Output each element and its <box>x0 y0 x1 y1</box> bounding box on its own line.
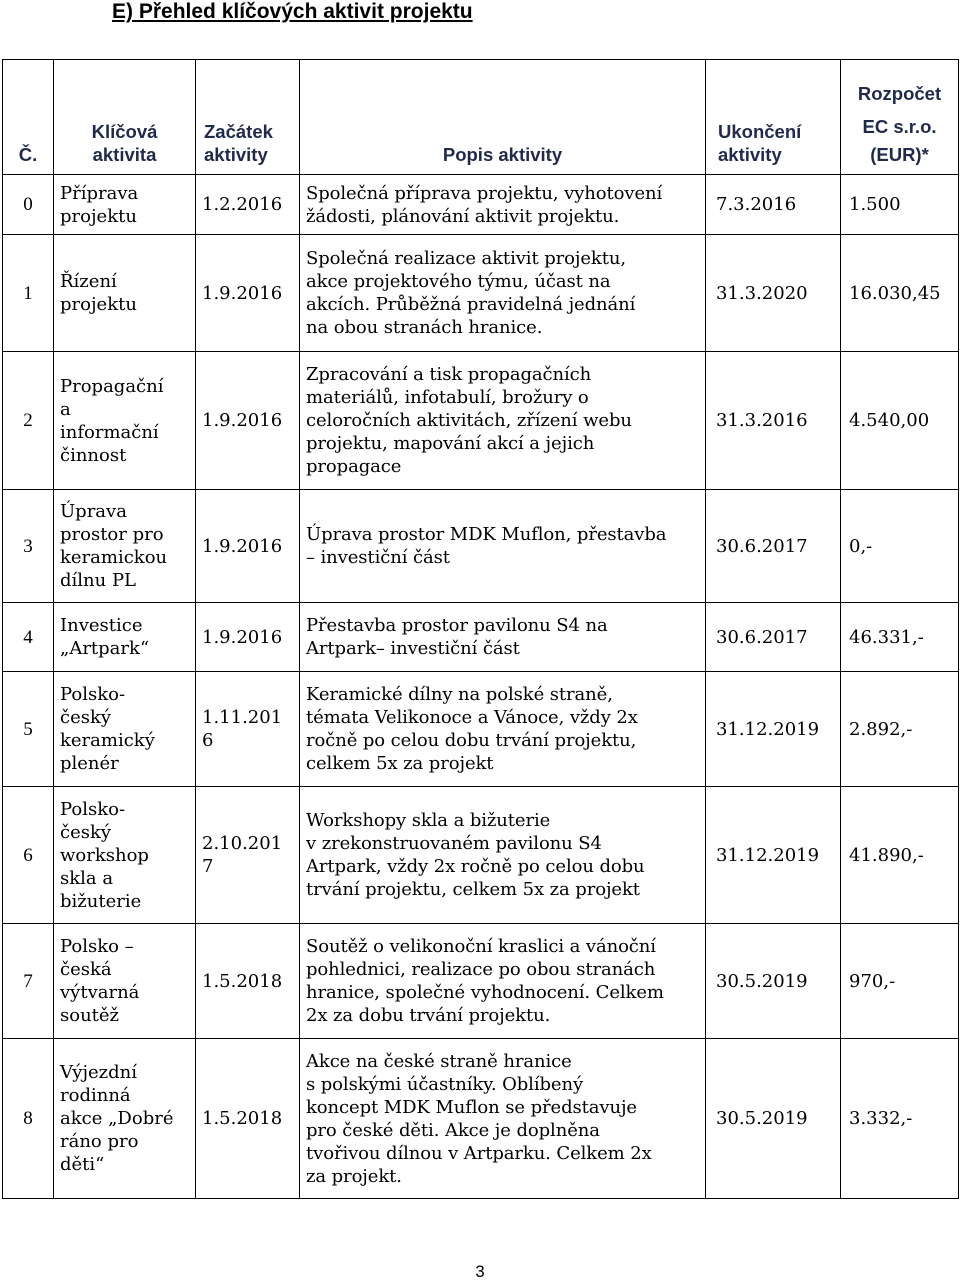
row-activity: Investice „Artpark“ <box>54 603 196 672</box>
row-end: 31.12.2019 <box>706 787 841 924</box>
row-end: 31.3.2016 <box>706 352 841 490</box>
header-start: Začátek aktivity <box>196 60 300 175</box>
table-body <box>3 175 959 1199</box>
row-description: Zpracování a tisk propagačních materiálů, infotabulí, brožury o celoročních aktivitách, zřízení webu projektu, mapování akcí a jejich propagace <box>300 352 706 490</box>
row-number: 4 <box>3 603 54 672</box>
row-end: 31.12.2019 <box>706 672 841 787</box>
row-number: 1 <box>3 235 54 352</box>
table-row <box>3 672 959 787</box>
row-description: Workshopy skla a bižuterie v zrekonstruovaném pavilonu S4 Artpark, vždy 2x ročně po celou dobu trvání projektu, celkem 5x za projekt <box>300 787 706 924</box>
row-description: Přestavba prostor pavilonu S4 na Artpark– investiční část <box>300 603 706 672</box>
header-budget-line1: Rozpočet <box>857 83 942 104</box>
row-end: 30.5.2019 <box>706 1039 841 1199</box>
row-description: Společná realizace aktivit projektu, akce projektového týmu, účast na akcích. Průběžná pravidelná jednání na obou stranách hranice. <box>300 235 706 352</box>
header-budget-line2: EC s.r.o. <box>862 116 937 137</box>
header-budget <box>841 60 959 175</box>
row-start: 1.2.2016 <box>196 175 300 235</box>
row-activity: Polsko – česká výtvarná soutěž <box>54 924 196 1039</box>
table-row <box>3 490 959 603</box>
row-number: 2 <box>3 352 54 490</box>
table-row <box>3 1039 959 1199</box>
page-heading: E) Přehled klíčových aktivit projektu <box>112 0 473 23</box>
row-number: 8 <box>3 1039 54 1199</box>
row-start: 1.9.2016 <box>196 235 300 352</box>
row-budget: 41.890,- <box>841 787 959 924</box>
row-budget: 0,- <box>841 490 959 603</box>
row-activity: Příprava projektu <box>54 175 196 235</box>
row-description: Keramické dílny na polské straně, témata Velikonoce a Vánoce, vždy 2x ročně po celou dobu trvání projektu, celkem 5x za projekt <box>300 672 706 787</box>
row-end: 30.5.2019 <box>706 924 841 1039</box>
header-end: Ukončení aktivity <box>706 60 841 175</box>
header-number: Č. <box>3 60 54 175</box>
row-start: 1.11.201 6 <box>196 672 300 787</box>
table-header-row <box>3 60 959 175</box>
row-description: Soutěž o velikonoční kraslici a vánoční pohlednici, realizace po obou stranách hranice, společné vyhodnocení. Celkem 2x za dobu trvání projektu. <box>300 924 706 1039</box>
row-start: 1.5.2018 <box>196 924 300 1039</box>
row-end: 30.6.2017 <box>706 490 841 603</box>
page-number: 3 <box>475 1262 485 1281</box>
header-budget-line3: (EUR)* <box>870 144 929 165</box>
table-row <box>3 603 959 672</box>
row-start: 1.9.2016 <box>196 603 300 672</box>
activities-table <box>2 59 959 1199</box>
row-number: 7 <box>3 924 54 1039</box>
table-row <box>3 787 959 924</box>
table-row <box>3 235 959 352</box>
row-budget: 3.332,- <box>841 1039 959 1199</box>
row-end: 30.6.2017 <box>706 603 841 672</box>
row-end: 31.3.2020 <box>706 235 841 352</box>
row-activity: Propagační a informační činnost <box>54 352 196 490</box>
row-budget: 970,- <box>841 924 959 1039</box>
row-number: 3 <box>3 490 54 603</box>
row-number: 5 <box>3 672 54 787</box>
row-budget: 46.331,- <box>841 603 959 672</box>
row-end: 7.3.2016 <box>706 175 841 235</box>
row-activity: Řízení projektu <box>54 235 196 352</box>
row-budget: 2.892,- <box>841 672 959 787</box>
row-activity: Polsko- český keramický plenér <box>54 672 196 787</box>
row-description: Akce na české straně hranice s polskými účastníky. Oblíbený koncept MDK Muflon se představuje pro české děti. Akce je doplněna tvořivou dílnou v Artparku. Celkem 2x za projekt. <box>300 1039 706 1199</box>
row-activity: Polsko- český workshop skla a bižuterie <box>54 787 196 924</box>
row-activity: Výjezdní rodinná akce „Dobré ráno pro děti“ <box>54 1039 196 1199</box>
table-row <box>3 924 959 1039</box>
row-description: Úprava prostor MDK Muflon, přestavba – investiční část <box>300 490 706 603</box>
row-number: 0 <box>3 175 54 235</box>
row-start: 1.9.2016 <box>196 352 300 490</box>
row-budget: 4.540,00 <box>841 352 959 490</box>
header-activity: Klíčová aktivita <box>54 60 196 175</box>
row-start: 2.10.201 7 <box>196 787 300 924</box>
table-row <box>3 175 959 235</box>
row-start: 1.5.2018 <box>196 1039 300 1199</box>
table-row <box>3 352 959 490</box>
row-number: 6 <box>3 787 54 924</box>
header-description: Popis aktivity <box>300 60 706 175</box>
row-activity: Úprava prostor pro keramickou dílnu PL <box>54 490 196 603</box>
row-description: Společná příprava projektu, vyhotovení žádosti, plánování aktivit projektu. <box>300 175 706 235</box>
row-start: 1.9.2016 <box>196 490 300 603</box>
row-budget: 1.500 <box>841 175 959 235</box>
row-budget: 16.030,45 <box>841 235 959 352</box>
